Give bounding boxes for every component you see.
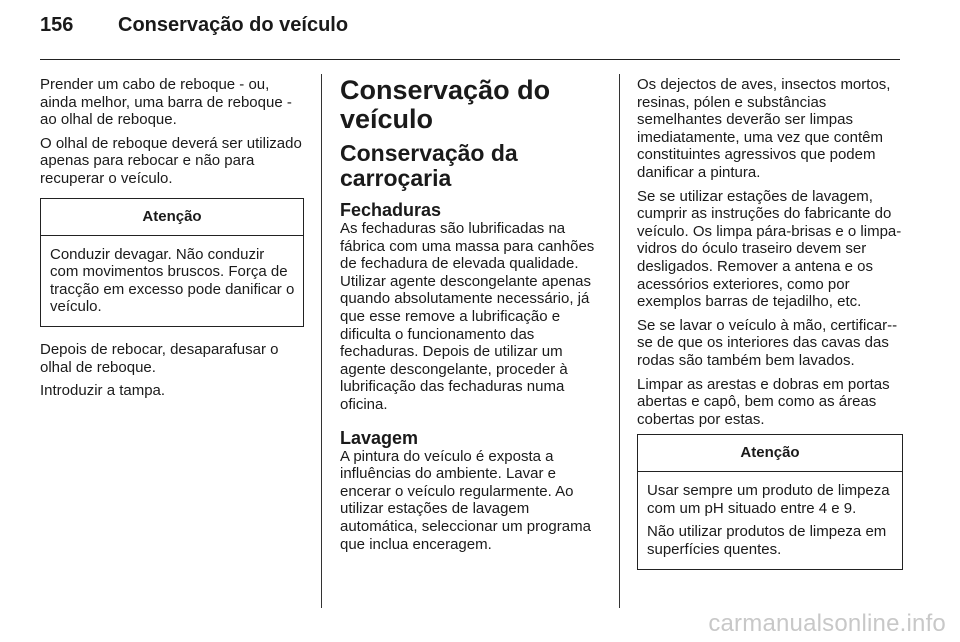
paragraph: A pintura do veículo é exposta a influências do ambiente. Lavar e encerar o veículo regularmente. Ao utilizar estações de lavagem automática, seleccionar um programa que inclua enceragem. [340, 447, 591, 553]
section-subheading: Conservação da carroçaria [340, 140, 518, 191]
watermark: carmanualsonline.info [708, 610, 946, 637]
column-divider-1 [321, 74, 322, 608]
subsection-title-fechaduras: Fechaduras [340, 200, 442, 220]
paragraph: Os dejectos de aves, insectos mortos, resinas, pólen e substâncias semelhantes deverão ser limpas imediatamente, uma vez que contêm constituintes agressivos que podem danificar a pintura. [637, 76, 891, 181]
paragraph: Se se lavar o veículo à mão, certificar--se de que os interiores das cavas das rodas são também bem lavados. [637, 316, 898, 369]
paragraph: Introduzir a tampa. [40, 382, 166, 400]
warning-text: Usar sempre um produto de limpeza com um pH situado entre 4 e 9. [647, 482, 890, 517]
section-heading: Conservação do veículo [340, 75, 551, 134]
header-rule [40, 59, 900, 60]
warning-box [637, 434, 903, 569]
paragraph: O olhal de reboque deverá ser utilizado apenas para rebocar e não para recuperar o veículo. [40, 134, 302, 187]
warning-title: Atenção [41, 199, 303, 236]
warning-text: Não utilizar produtos de limpeza em superfícies quentes. [647, 523, 887, 559]
paragraph: As fechaduras são lubrificadas na fábrica com uma massa para canhões de fechadura de elevada qualidade. Utilizar agente descongelante apenas quando absolutamente necessário, já que esse remove a lubrificação e dificulta o funcionamento das fechaduras. Depois de utilizar um agente descongelante, proceder à lubrificação das fechaduras numa oficina. [340, 220, 595, 413]
paragraph: Se se utilizar estações de lavagem, cumprir as instruções do fabricante do veículo. Os limpa pára-brisas e o limpa-vidros do óculo traseiro devem ser desligados. Remover a antena e os acessórios exteriores, como por exemplos barras de tejadilho, etc. [637, 187, 902, 311]
column-divider-2 [619, 74, 620, 608]
paragraph: Depois de rebocar, desaparafusar o olhal de reboque. [40, 340, 279, 376]
column-2 [340, 76, 604, 559]
column-3 [637, 76, 903, 584]
warning-title: Atenção [638, 435, 902, 472]
paragraph: Prender um cabo de reboque - ou, ainda melhor, uma barra de reboque - ao olhal de reboque. [40, 76, 292, 129]
page-number: 156 [40, 14, 74, 36]
page-header [40, 14, 348, 44]
subsection-title-lavagem: Lavagem [340, 427, 419, 448]
paragraph: Limpar as arestas e dobras em portas abertas e capô, bem como as áreas cobertas por estas. [637, 375, 890, 428]
warning-box [40, 198, 304, 327]
warning-text: Conduzir devagar. Não conduzir com movimentos bruscos. Força de tracção em excesso pode danificar o veículo. [50, 245, 295, 316]
column-1 [40, 76, 304, 406]
page-title: Conservação do veículo [118, 14, 349, 36]
